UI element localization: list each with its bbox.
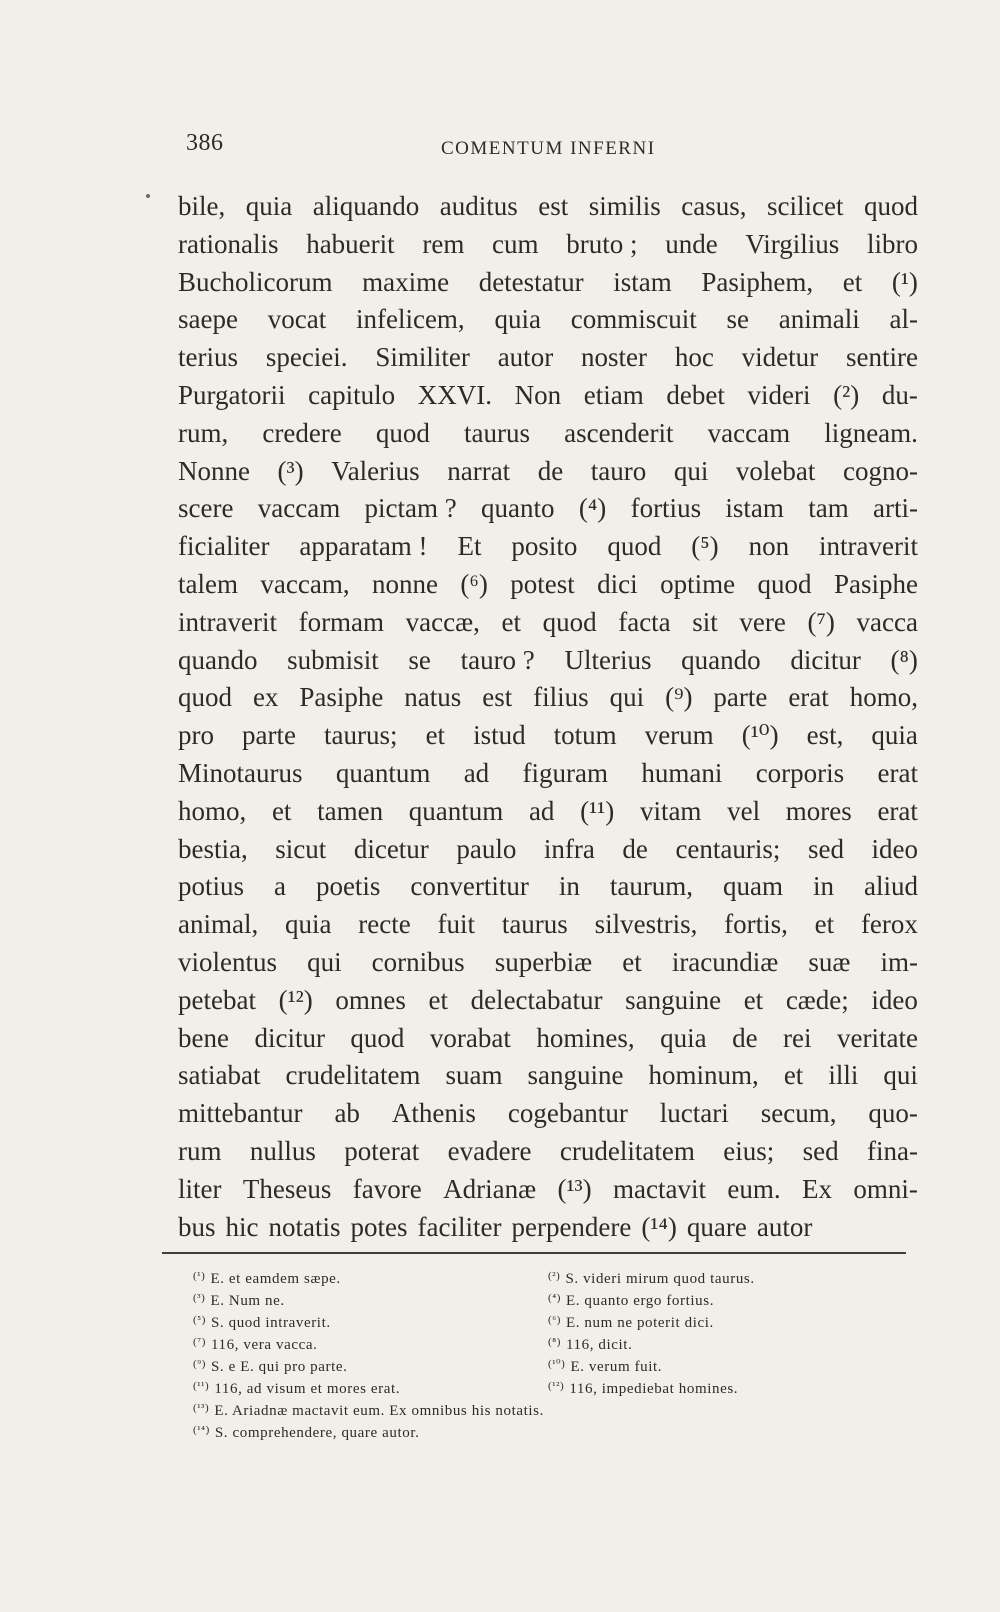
word: (¹⁰) bbox=[741, 720, 779, 751]
word: corporis bbox=[755, 757, 845, 788]
word: Ex bbox=[802, 1173, 833, 1204]
word: capitulo bbox=[308, 379, 396, 410]
word: est, bbox=[806, 720, 844, 751]
word: pictam ? bbox=[364, 493, 457, 524]
text-line bbox=[178, 642, 918, 680]
word: auditus bbox=[439, 191, 518, 221]
word: poetis bbox=[315, 871, 381, 902]
word: de bbox=[537, 455, 564, 486]
word: Minotaurus bbox=[178, 757, 303, 788]
word: nullus bbox=[249, 1135, 316, 1166]
word: et bbox=[501, 606, 521, 637]
word: Adrianæ bbox=[443, 1173, 537, 1204]
word: erat bbox=[877, 795, 918, 826]
word: et bbox=[814, 909, 835, 940]
footnote-5: $^{(^5)}$ S. quod intraverit. bbox=[193, 1314, 331, 1331]
word: bus bbox=[178, 1211, 216, 1242]
word: Pasiphe bbox=[299, 682, 384, 713]
text-line bbox=[178, 490, 918, 528]
text-line bbox=[178, 604, 918, 642]
word: hic bbox=[225, 1211, 259, 1242]
word: tauro bbox=[590, 455, 647, 486]
text-line bbox=[178, 868, 918, 906]
text-line bbox=[178, 1133, 918, 1171]
word: cogno- bbox=[842, 455, 918, 486]
word: credere bbox=[262, 417, 342, 448]
word: est bbox=[538, 191, 569, 221]
word: fuit bbox=[437, 909, 476, 940]
word: (⁴) bbox=[578, 493, 607, 524]
running-title: COMENTUM INFERNI bbox=[441, 138, 656, 159]
text-line bbox=[178, 301, 918, 339]
word: homo, bbox=[849, 682, 918, 713]
word: omnes bbox=[335, 984, 406, 1015]
word: posito bbox=[511, 531, 578, 562]
word: recte bbox=[358, 909, 411, 940]
word: animali bbox=[778, 304, 860, 335]
word: quia bbox=[245, 191, 293, 221]
word: sentire bbox=[845, 342, 918, 373]
word: silvestris, bbox=[594, 909, 698, 940]
word: Pasiphe bbox=[833, 568, 918, 599]
footnote-10: $^{(^{10})}$ E. verum fuit. bbox=[548, 1358, 663, 1375]
word: terius bbox=[178, 342, 238, 373]
word: ficialiter bbox=[178, 531, 270, 562]
word: vaccam bbox=[257, 493, 341, 524]
word: vaccæ, bbox=[405, 606, 480, 637]
word: al- bbox=[889, 304, 918, 335]
word: talem bbox=[178, 568, 238, 599]
word: im- bbox=[880, 946, 918, 977]
word: ideo bbox=[871, 833, 918, 864]
word: (²) bbox=[833, 379, 860, 410]
word: in bbox=[558, 871, 580, 902]
text-line bbox=[178, 1209, 918, 1247]
word: rum, bbox=[178, 417, 229, 448]
word: non bbox=[748, 531, 790, 562]
word: (⁷) bbox=[807, 606, 835, 637]
word: quod bbox=[375, 417, 430, 448]
text-line bbox=[178, 1171, 918, 1209]
word: scilicet bbox=[767, 191, 844, 221]
word: habuerit bbox=[306, 228, 395, 259]
word: (⁵) bbox=[691, 531, 719, 562]
word: XXVI. bbox=[417, 379, 493, 410]
word: se bbox=[726, 304, 749, 335]
word: istud bbox=[473, 720, 526, 751]
word: cæde; bbox=[785, 984, 849, 1015]
word: est bbox=[482, 682, 513, 713]
word: faciliter bbox=[417, 1211, 502, 1242]
word: vel bbox=[727, 795, 761, 826]
word: quod bbox=[607, 531, 662, 562]
text-line bbox=[178, 1057, 918, 1095]
footnote-13: $^{(^{13})}$ E. Ariadnæ mactavit eum. Ex omnibus his notatis. bbox=[193, 1402, 544, 1419]
word: mores bbox=[785, 795, 852, 826]
word: fina- bbox=[866, 1135, 918, 1166]
word: quia bbox=[285, 909, 332, 940]
text-line bbox=[178, 982, 918, 1020]
word: vere bbox=[739, 606, 786, 637]
text-line bbox=[178, 377, 918, 415]
word: maxime bbox=[362, 266, 450, 297]
footnote-1: $^{(^1)}$ E. et eamdem sæpe. bbox=[193, 1270, 341, 1287]
word: suam bbox=[445, 1060, 503, 1091]
word: cum bbox=[492, 228, 539, 259]
word: tamen bbox=[317, 795, 384, 826]
word: (⁹) bbox=[665, 682, 693, 713]
word: vaccam bbox=[707, 417, 791, 448]
word: sit bbox=[692, 606, 718, 637]
word: quia bbox=[871, 720, 918, 751]
word: videri bbox=[747, 379, 811, 410]
word: satiabat bbox=[178, 1060, 261, 1091]
word: formam bbox=[298, 606, 385, 637]
word: notatis bbox=[268, 1211, 341, 1242]
word: tam bbox=[808, 493, 849, 524]
word: etiam bbox=[583, 379, 644, 410]
word: Pasiphem, bbox=[701, 266, 814, 297]
word: mactavit bbox=[613, 1173, 706, 1204]
word: vorabat bbox=[429, 1022, 511, 1053]
word: detestatur bbox=[478, 266, 584, 297]
word: saepe bbox=[178, 304, 238, 335]
word: speciei. bbox=[265, 342, 348, 373]
word: quare bbox=[686, 1211, 747, 1242]
text-line bbox=[178, 566, 918, 604]
word: quia bbox=[494, 304, 541, 335]
word: submisit bbox=[287, 644, 379, 675]
word: intraverit bbox=[819, 531, 918, 562]
main-text bbox=[178, 188, 918, 1246]
word: rei bbox=[783, 1022, 812, 1053]
word: crudelitatem bbox=[285, 1060, 421, 1091]
word: delectabatur bbox=[470, 984, 603, 1015]
word: illi bbox=[828, 1060, 859, 1091]
word: arti- bbox=[873, 493, 918, 524]
word: poterat bbox=[344, 1135, 420, 1166]
word: ad bbox=[463, 757, 490, 788]
word: commiscuit bbox=[570, 304, 697, 335]
word: Virgilius bbox=[745, 228, 840, 259]
word: Theseus bbox=[242, 1173, 332, 1204]
word: homo, bbox=[178, 795, 247, 826]
text-line bbox=[178, 944, 918, 982]
word: Non bbox=[514, 379, 562, 410]
word: aliud bbox=[863, 871, 918, 902]
word: taurus bbox=[464, 417, 530, 448]
word: Ulterius bbox=[564, 644, 652, 675]
word: qui bbox=[673, 455, 709, 486]
word: infra bbox=[543, 833, 595, 864]
footnote-4: $^{(^4)}$ E. quanto ergo fortius. bbox=[548, 1292, 715, 1309]
word: quod bbox=[863, 191, 918, 221]
word: fortis, bbox=[724, 909, 788, 940]
word: quia bbox=[660, 1022, 707, 1053]
word: potius bbox=[178, 871, 245, 902]
word: dicitur bbox=[254, 1022, 325, 1053]
word: ideo bbox=[871, 984, 918, 1015]
word: infelicem, bbox=[355, 304, 465, 335]
word: sanguine bbox=[527, 1060, 624, 1091]
word: taurus bbox=[501, 909, 568, 940]
word: se bbox=[408, 644, 431, 675]
word: optime bbox=[660, 568, 736, 599]
word: libro bbox=[867, 228, 918, 259]
word: humani bbox=[641, 757, 723, 788]
text-line bbox=[178, 188, 918, 226]
word: Purgatorii bbox=[178, 379, 286, 410]
word: figuram bbox=[522, 757, 608, 788]
word: violentus bbox=[178, 946, 277, 977]
word: evadere bbox=[447, 1135, 532, 1166]
footnote-6: $^{(^6)}$ E. num ne poterit dici. bbox=[548, 1314, 714, 1331]
word: (¹) bbox=[891, 266, 918, 297]
word: (¹³) bbox=[557, 1173, 592, 1204]
word: quando bbox=[178, 644, 258, 675]
footnotes bbox=[193, 1265, 913, 1441]
footnote-12: $^{(^{12})}$ 116, impediebat homines. bbox=[548, 1380, 739, 1397]
word: taurum, bbox=[609, 871, 694, 902]
text-line bbox=[178, 755, 918, 793]
word: du- bbox=[881, 379, 918, 410]
word: sed bbox=[807, 833, 844, 864]
word: eum. bbox=[727, 1173, 781, 1204]
word: perpendere bbox=[511, 1211, 632, 1242]
word: totum bbox=[553, 720, 617, 751]
word: ligneam. bbox=[824, 417, 918, 448]
word: ferox bbox=[860, 909, 918, 940]
word: natus bbox=[404, 682, 462, 713]
word: liter bbox=[178, 1173, 222, 1204]
word: apparatam ! bbox=[299, 531, 428, 562]
word: nonne bbox=[372, 568, 438, 599]
word: et bbox=[271, 795, 292, 826]
word: et bbox=[622, 946, 642, 977]
word: paulo bbox=[456, 833, 517, 864]
word: rationalis bbox=[178, 228, 279, 259]
text-line bbox=[178, 793, 918, 831]
word: potes bbox=[350, 1211, 408, 1242]
word: Athenis bbox=[391, 1098, 476, 1129]
word: convertitur bbox=[410, 871, 529, 902]
word: istam bbox=[613, 266, 672, 297]
word: tauro ? bbox=[460, 644, 535, 675]
text-line bbox=[178, 264, 918, 302]
footnote-8: $^{(^8)}$ 116, dicit. bbox=[548, 1336, 633, 1353]
word: vitam bbox=[639, 795, 702, 826]
word: bene bbox=[178, 1022, 229, 1053]
word: autor bbox=[756, 1211, 813, 1242]
word: quam bbox=[723, 871, 784, 902]
footnote-rule bbox=[162, 1252, 906, 1254]
text-line bbox=[178, 831, 918, 869]
word: narrat bbox=[447, 455, 511, 486]
word: volebat bbox=[735, 455, 816, 486]
word: mittebantur bbox=[178, 1098, 303, 1129]
word: hoc bbox=[674, 342, 714, 373]
word: Bucholicorum bbox=[178, 266, 333, 297]
word: Similiter bbox=[375, 342, 470, 373]
word: superbiæ bbox=[494, 946, 593, 977]
word: suæ bbox=[808, 946, 851, 977]
word: erat bbox=[788, 682, 829, 713]
word: Valerius bbox=[331, 455, 420, 486]
word: quanto bbox=[481, 493, 555, 524]
word: (³) bbox=[277, 455, 304, 486]
word: Et bbox=[457, 531, 482, 562]
word: (¹¹) bbox=[580, 795, 615, 826]
text-line bbox=[178, 906, 918, 944]
word: et bbox=[428, 984, 448, 1015]
word: autor bbox=[497, 342, 554, 373]
footnote-3: $^{(^3)}$ E. Num ne. bbox=[193, 1292, 285, 1309]
text-line bbox=[178, 528, 918, 566]
word: erat bbox=[877, 757, 918, 788]
footnote-7: $^{(^7)}$ 116, vera vacca. bbox=[193, 1336, 318, 1353]
word: veritate bbox=[837, 1022, 918, 1053]
word: cogebantur bbox=[507, 1098, 628, 1129]
word: parte bbox=[242, 720, 296, 751]
word: et bbox=[783, 1060, 804, 1091]
word: noster bbox=[581, 342, 647, 373]
text-line bbox=[178, 226, 918, 264]
word: dici bbox=[597, 568, 638, 599]
text-line bbox=[178, 415, 918, 453]
word: bruto ; bbox=[566, 228, 638, 259]
word: qui bbox=[609, 682, 645, 713]
word: animal, bbox=[178, 909, 259, 940]
word: debet bbox=[666, 379, 725, 410]
text-line bbox=[178, 1095, 918, 1133]
margin-dot bbox=[146, 194, 150, 198]
word: intraverit bbox=[178, 606, 277, 637]
word: a bbox=[273, 871, 286, 902]
word: fortius bbox=[630, 493, 702, 524]
word: istam bbox=[725, 493, 784, 524]
text-line bbox=[178, 1020, 918, 1058]
word: taurus; bbox=[324, 720, 398, 751]
word: rem bbox=[422, 228, 465, 259]
word: Nonne bbox=[178, 455, 250, 486]
word: et bbox=[842, 266, 863, 297]
word: videtur bbox=[741, 342, 819, 373]
text-line bbox=[178, 717, 918, 755]
word: favore bbox=[352, 1173, 422, 1204]
word: quo- bbox=[868, 1098, 918, 1129]
word: scere bbox=[178, 493, 234, 524]
footnote-14: $^{(^{14})}$ S. comprehendere, quare autor. bbox=[193, 1424, 420, 1441]
page-header bbox=[186, 130, 916, 170]
word: facta bbox=[618, 606, 671, 637]
word: ex bbox=[252, 682, 279, 713]
word: sanguine bbox=[625, 984, 722, 1015]
word: (¹²) bbox=[278, 984, 313, 1015]
word: casus, bbox=[681, 191, 747, 221]
word: quod bbox=[350, 1022, 405, 1053]
page-number: 386 bbox=[186, 130, 224, 156]
word: quantum bbox=[408, 795, 504, 826]
word: petebat bbox=[178, 984, 256, 1015]
word: quantum bbox=[335, 757, 431, 788]
word: ad bbox=[528, 795, 555, 826]
footnote-9: $^{(^9)}$ S. e E. qui pro parte. bbox=[193, 1358, 348, 1375]
word: vaccam, bbox=[260, 568, 350, 599]
word: (⁸) bbox=[890, 644, 918, 675]
word: quod bbox=[757, 568, 812, 599]
word: et bbox=[743, 984, 764, 1015]
word: (⁶) bbox=[460, 568, 488, 599]
word: sicut bbox=[275, 833, 327, 864]
word: parte bbox=[713, 682, 768, 713]
word: qui bbox=[883, 1060, 918, 1091]
word: qui bbox=[307, 946, 342, 977]
word: pro bbox=[178, 720, 214, 751]
word: eius; bbox=[723, 1135, 775, 1166]
word: dicitur bbox=[790, 644, 861, 675]
word: ascenderit bbox=[564, 417, 674, 448]
word: aliquando bbox=[312, 191, 420, 221]
word: bestia, bbox=[178, 833, 248, 864]
word: homines, bbox=[536, 1022, 635, 1053]
text-line bbox=[178, 679, 918, 717]
footnote-2: $^{(^2)}$ S. videri mirum quod taurus. bbox=[548, 1270, 755, 1287]
word: ab bbox=[334, 1098, 360, 1129]
word: crudelitatem bbox=[559, 1135, 695, 1166]
word: de bbox=[732, 1022, 758, 1053]
word: bile, bbox=[178, 191, 226, 221]
word: quod bbox=[178, 682, 232, 713]
word: (¹⁴) bbox=[641, 1211, 677, 1242]
word: rum bbox=[178, 1135, 222, 1166]
word: secum, bbox=[760, 1098, 837, 1129]
word: verum bbox=[644, 720, 714, 751]
word: similis bbox=[588, 191, 661, 221]
word: cornibus bbox=[371, 946, 465, 977]
word: unde bbox=[665, 228, 718, 259]
word: quando bbox=[681, 644, 761, 675]
word: sed bbox=[802, 1135, 839, 1166]
word: centauris; bbox=[675, 833, 781, 864]
word: vocat bbox=[267, 304, 327, 335]
word: dicetur bbox=[353, 833, 429, 864]
word: filius bbox=[533, 682, 589, 713]
word: omni- bbox=[853, 1173, 918, 1204]
footnote-11: $^{(^{11})}$ 116, ad visum et mores erat. bbox=[193, 1380, 401, 1397]
word: vacca bbox=[856, 606, 918, 637]
text-line bbox=[178, 339, 918, 377]
word: in bbox=[813, 871, 835, 902]
word: iracundiæ bbox=[671, 946, 779, 977]
word: quod bbox=[542, 606, 597, 637]
word: hominum, bbox=[648, 1060, 759, 1091]
word: potest bbox=[510, 568, 575, 599]
word: luctari bbox=[659, 1098, 729, 1129]
word: et bbox=[425, 720, 446, 751]
text-line bbox=[178, 453, 918, 491]
word: de bbox=[622, 833, 648, 864]
